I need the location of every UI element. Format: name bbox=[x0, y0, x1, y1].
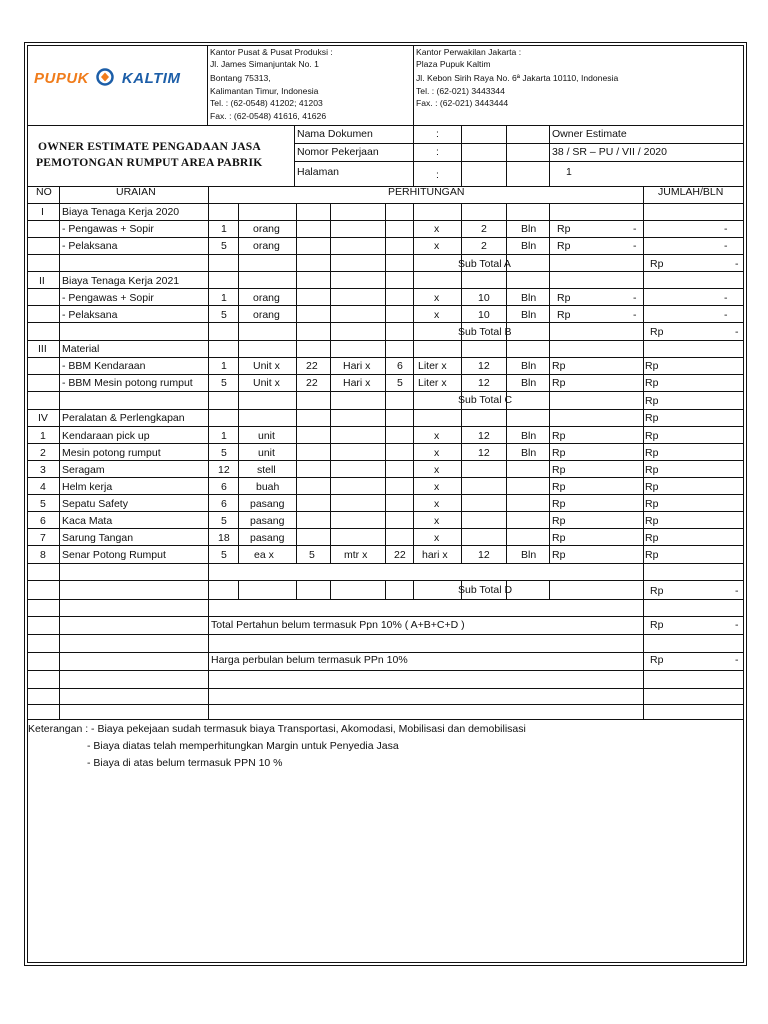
row-item-name: Seragam bbox=[62, 464, 105, 476]
row-total: Rp bbox=[645, 377, 659, 389]
branch-office-line: Plaza Pupuk Kaltim bbox=[416, 59, 491, 69]
row-item-name: - Pengawas + Sopir bbox=[62, 223, 154, 235]
row-number: 8 bbox=[40, 549, 46, 561]
row-qty: 5 bbox=[221, 549, 227, 561]
subtotal-label: Sub Total B bbox=[458, 326, 512, 338]
head-office-title: Kantor Pusat & Pusat Produksi : bbox=[210, 47, 333, 57]
row-number: 1 bbox=[40, 430, 46, 442]
row-total: Rp bbox=[645, 464, 659, 476]
row-bln: Bln bbox=[521, 360, 537, 372]
document-title-line: PEMOTONGAN RUMPUT AREA PABRIK bbox=[36, 156, 263, 169]
col-header-no: NO bbox=[36, 186, 52, 198]
row-bln: Bln bbox=[521, 377, 537, 389]
row-months: 10 bbox=[478, 309, 490, 321]
row-multiplier: x bbox=[434, 223, 440, 235]
row-qty: 6 bbox=[221, 481, 227, 493]
row-total: - bbox=[724, 240, 728, 252]
row-qty: 1 bbox=[221, 223, 227, 235]
row-unit: Unit x bbox=[253, 360, 280, 372]
row-mtr: 5 bbox=[309, 549, 315, 561]
row-qty: 5 bbox=[221, 240, 227, 252]
row-item-name: Kaca Mata bbox=[62, 515, 113, 527]
meta-label-page: Halaman bbox=[297, 166, 340, 178]
row-item-name: Mesin potong rumput bbox=[62, 447, 161, 459]
row-days: 22 bbox=[306, 360, 318, 372]
row-amount: - bbox=[633, 223, 637, 235]
monthly-total-label: Harga perbulan belum termasuk PPn 10% bbox=[211, 654, 408, 666]
row-rp: Rp bbox=[557, 223, 571, 235]
notes-item: - Biaya di atas belum termasuk PPN 10 % bbox=[87, 757, 283, 769]
row-number: 7 bbox=[40, 532, 46, 544]
row-rp: Rp bbox=[552, 377, 566, 389]
row-unit: pasang bbox=[250, 532, 285, 544]
col-header-perhitungan: PERHITUNGAN bbox=[388, 186, 465, 198]
row-total: - bbox=[724, 223, 728, 235]
col-header-jumlah: JUMLAH/BLN bbox=[658, 186, 724, 198]
row-unit: pasang bbox=[250, 515, 285, 527]
row-rp: Rp bbox=[552, 447, 566, 459]
row-months: 2 bbox=[481, 240, 487, 252]
row-bln: Bln bbox=[521, 549, 537, 561]
row-unit: orang bbox=[253, 292, 280, 304]
row-rp: Rp bbox=[552, 549, 566, 561]
row-days-unit: Hari x bbox=[343, 360, 371, 372]
head-office-line: Tel. : (62-0548) 41202; 41203 bbox=[210, 98, 323, 108]
row-months: 10 bbox=[478, 292, 490, 304]
section-number: I bbox=[41, 206, 44, 218]
logo-emblem-icon bbox=[96, 68, 114, 86]
row-multiplier: x bbox=[434, 464, 440, 476]
row-total: Rp bbox=[645, 498, 659, 510]
subtotal-dash: - bbox=[735, 258, 739, 270]
logo-text-kaltim: KALTIM bbox=[121, 70, 181, 87]
row-unit: ea x bbox=[254, 549, 274, 561]
row-number: 3 bbox=[40, 464, 46, 476]
row-item-name: Sarung Tangan bbox=[62, 532, 134, 544]
row-unit: orang bbox=[253, 223, 280, 235]
row-rp: Rp bbox=[552, 498, 566, 510]
row-bln: Bln bbox=[521, 292, 537, 304]
row-multiplier: x bbox=[434, 515, 440, 527]
row-days-unit: Hari x bbox=[343, 377, 371, 389]
row-bln: Bln bbox=[521, 223, 537, 235]
row-mtr-unit: mtr x bbox=[344, 549, 368, 561]
subtotal-rp: Rp bbox=[650, 326, 664, 338]
row-item-name: - BBM Kendaraan bbox=[62, 360, 146, 372]
row-item-name: - Pelaksana bbox=[62, 309, 118, 321]
row-rp: Rp bbox=[552, 532, 566, 544]
row-qty: 1 bbox=[221, 430, 227, 442]
row-months: 12 bbox=[478, 360, 490, 372]
row-unit: pasang bbox=[250, 498, 285, 510]
meta-value-document-name: Owner Estimate bbox=[552, 128, 627, 140]
row-qty: 18 bbox=[218, 532, 230, 544]
head-office-line: Kalimantan Timur, Indonesia bbox=[210, 86, 319, 96]
row-months: 12 bbox=[478, 549, 490, 561]
row-qty: 1 bbox=[221, 360, 227, 372]
subtotal-rp: Rp bbox=[645, 395, 659, 407]
subtotal-label: Sub Total C bbox=[458, 394, 513, 406]
row-multiplier: x bbox=[434, 481, 440, 493]
section-total-rp: Rp bbox=[645, 412, 659, 424]
meta-value-page: 1 bbox=[566, 166, 572, 178]
subtotal-rp: Rp bbox=[650, 585, 664, 597]
head-office-line: Jl. James Simanjuntak No. 1 bbox=[210, 59, 319, 69]
row-multiplier: x bbox=[434, 309, 440, 321]
meta-value-job-number: 38 / SR – PU / VII / 2020 bbox=[552, 146, 667, 158]
row-months: 2 bbox=[481, 223, 487, 235]
section-title: Biaya Tenaga Kerja 2021 bbox=[62, 275, 180, 287]
subtotal-dash: - bbox=[735, 585, 739, 597]
company-logo bbox=[34, 68, 180, 92]
logo-text-pupuk: PUPUK bbox=[34, 70, 90, 87]
row-liter-unit: Liter x bbox=[418, 360, 447, 372]
row-multiplier: x bbox=[434, 532, 440, 544]
meta-label-job-number: Nomor Pekerjaan bbox=[297, 146, 379, 158]
row-rp: Rp bbox=[557, 240, 571, 252]
row-days: 22 bbox=[394, 549, 406, 561]
branch-office-line: Fax. : (62-021) 3443444 bbox=[416, 98, 509, 108]
subtotal-label: Sub Total A bbox=[458, 258, 511, 270]
row-total: Rp bbox=[645, 532, 659, 544]
row-multiplier: x bbox=[434, 447, 440, 459]
meta-label-document-name: Nama Dokumen bbox=[297, 128, 373, 140]
grand-total-label: Total Pertahun belum termasuk Ppn 10% ( A+B+C+D ) bbox=[211, 619, 465, 631]
row-item-name: Sepatu Safety bbox=[62, 498, 128, 510]
section-number: IV bbox=[38, 412, 48, 424]
branch-office-line: Tel. : (62-021) 3443344 bbox=[416, 86, 505, 96]
document-title-line: OWNER ESTIMATE PENGADAAN JASA bbox=[38, 140, 261, 153]
meta-colon: : bbox=[436, 169, 439, 181]
row-qty: 5 bbox=[221, 515, 227, 527]
row-unit: Unit x bbox=[253, 377, 280, 389]
row-days: 22 bbox=[306, 377, 318, 389]
branch-office-title: Kantor Perwakilan Jakarta : bbox=[416, 47, 522, 57]
row-item-name: Senar Potong Rumput bbox=[62, 549, 166, 561]
row-qty: 5 bbox=[221, 447, 227, 459]
row-days-unit: hari x bbox=[422, 549, 448, 561]
row-bln: Bln bbox=[521, 447, 537, 459]
head-office-line: Fax. : (62-0548) 41616, 41626 bbox=[210, 111, 327, 121]
row-unit: orang bbox=[253, 240, 280, 252]
row-multiplier: x bbox=[434, 240, 440, 252]
notes-lead: Keterangan : - Biaya pekejaan sudah termasuk biaya Transportasi, Akomodasi, Mobilisasi dan demobilisasi bbox=[28, 723, 526, 735]
section-title: Biaya Tenaga Kerja 2020 bbox=[62, 206, 180, 218]
row-rp: Rp bbox=[557, 309, 571, 321]
row-months: 12 bbox=[478, 430, 490, 442]
notes-item: - Biaya diatas telah memperhitungkan Margin untuk Penyedia Jasa bbox=[87, 740, 399, 752]
subtotal-rp: Rp bbox=[650, 258, 664, 270]
row-number: 6 bbox=[40, 515, 46, 527]
row-item-name: Kendaraan pick up bbox=[62, 430, 150, 442]
section-number: II bbox=[39, 275, 45, 287]
section-title: Peralatan & Perlengkapan bbox=[62, 412, 185, 424]
row-qty: 6 bbox=[221, 498, 227, 510]
row-total: Rp bbox=[645, 360, 659, 372]
row-unit: buah bbox=[256, 481, 280, 493]
row-qty: 12 bbox=[218, 464, 230, 476]
meta-colon: : bbox=[436, 146, 439, 158]
branch-office-line: Jl. Kebon Sirih Raya No. 6ª Jakarta 10110, Indonesia bbox=[416, 73, 619, 83]
monthly-total-rp: Rp bbox=[650, 654, 664, 666]
row-unit: stell bbox=[257, 464, 276, 476]
row-rp: Rp bbox=[552, 430, 566, 442]
row-bln: Bln bbox=[521, 430, 537, 442]
head-office-line: Bontang 75313, bbox=[210, 73, 271, 83]
row-unit: unit bbox=[258, 430, 275, 442]
row-item-name: - BBM Mesin potong rumput bbox=[62, 377, 193, 389]
subtotal-label: Sub Total D bbox=[458, 584, 513, 596]
meta-colon: : bbox=[436, 128, 439, 140]
table-grid bbox=[27, 45, 744, 963]
row-amount: - bbox=[633, 240, 637, 252]
section-number: III bbox=[38, 343, 47, 355]
col-header-uraian: URAIAN bbox=[116, 186, 156, 198]
row-number: 4 bbox=[40, 481, 46, 493]
row-bln: Bln bbox=[521, 309, 537, 321]
row-total: - bbox=[724, 292, 728, 304]
row-total: Rp bbox=[645, 549, 659, 561]
row-multiplier: x bbox=[434, 498, 440, 510]
row-total: Rp bbox=[645, 481, 659, 493]
row-item-name: - Pelaksana bbox=[62, 240, 118, 252]
row-months: 12 bbox=[478, 447, 490, 459]
row-qty: 5 bbox=[221, 309, 227, 321]
row-amount: - bbox=[633, 309, 637, 321]
row-rp: Rp bbox=[552, 481, 566, 493]
row-total: Rp bbox=[645, 515, 659, 527]
row-unit: orang bbox=[253, 309, 280, 321]
row-multiplier: x bbox=[434, 292, 440, 304]
row-total: Rp bbox=[645, 430, 659, 442]
grand-total-dash: - bbox=[735, 619, 739, 631]
row-rp: Rp bbox=[552, 515, 566, 527]
row-multiplier: x bbox=[434, 430, 440, 442]
row-number: 5 bbox=[40, 498, 46, 510]
row-bln: Bln bbox=[521, 240, 537, 252]
row-liter: 5 bbox=[397, 377, 403, 389]
row-total: Rp bbox=[645, 447, 659, 459]
grand-total-rp: Rp bbox=[650, 619, 664, 631]
row-number: 2 bbox=[40, 447, 46, 459]
row-liter-unit: Liter x bbox=[418, 377, 447, 389]
row-rp: Rp bbox=[552, 360, 566, 372]
row-qty: 1 bbox=[221, 292, 227, 304]
row-total: - bbox=[724, 309, 728, 321]
monthly-total-dash: - bbox=[735, 654, 739, 666]
row-amount: - bbox=[633, 292, 637, 304]
row-rp: Rp bbox=[552, 464, 566, 476]
subtotal-dash: - bbox=[735, 326, 739, 338]
row-item-name: Helm kerja bbox=[62, 481, 113, 493]
section-title: Material bbox=[62, 343, 100, 355]
row-months: 12 bbox=[478, 377, 490, 389]
row-unit: unit bbox=[258, 447, 275, 459]
row-rp: Rp bbox=[557, 292, 571, 304]
row-qty: 5 bbox=[221, 377, 227, 389]
row-item-name: - Pengawas + Sopir bbox=[62, 292, 154, 304]
row-liter: 6 bbox=[397, 360, 403, 372]
